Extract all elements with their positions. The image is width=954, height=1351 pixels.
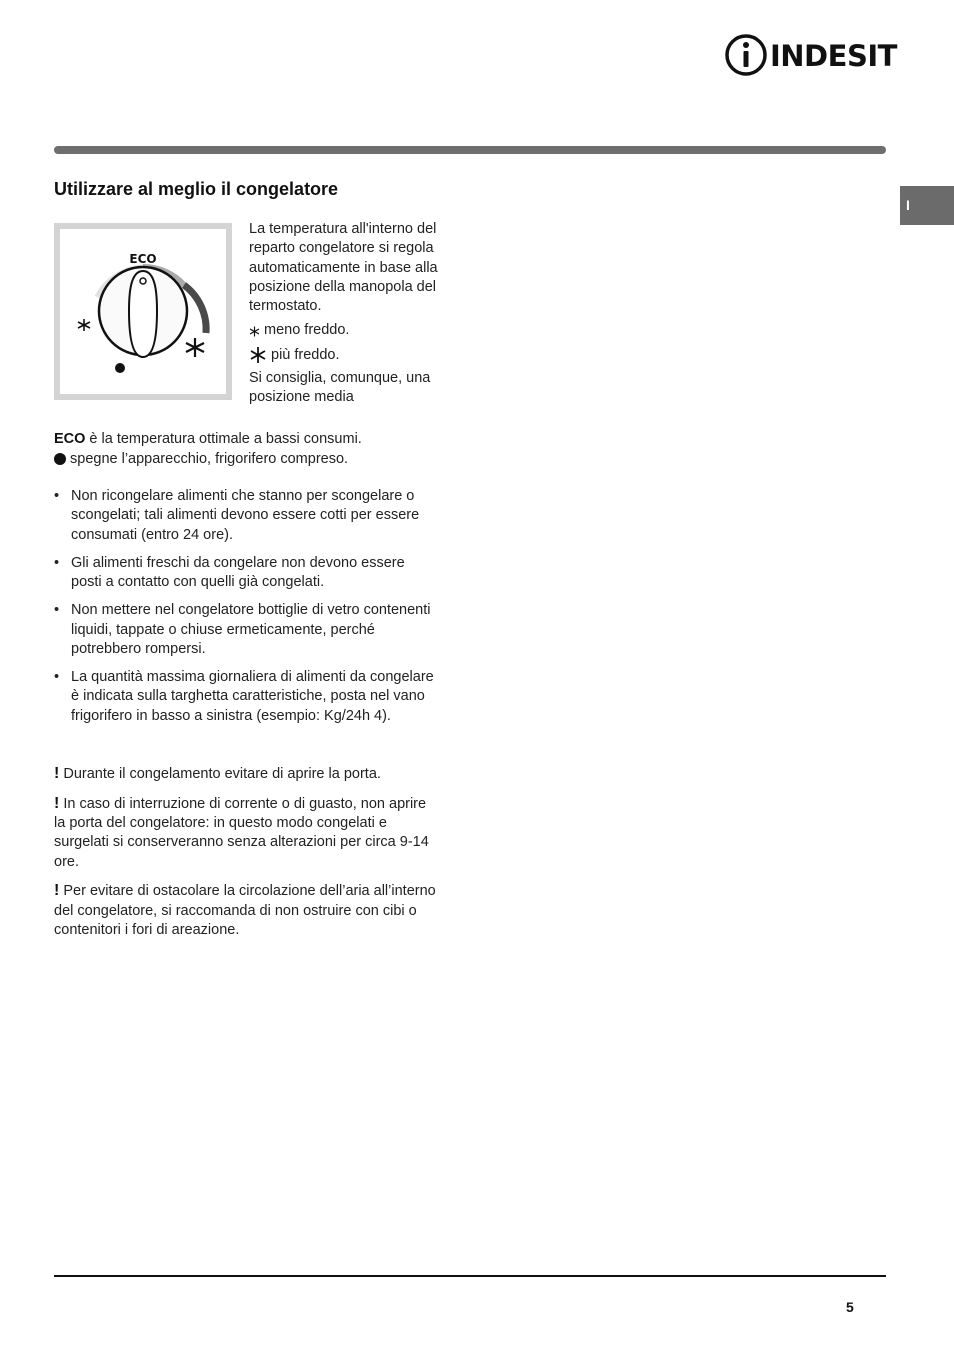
- eco-note: [54, 429, 434, 449]
- more-cold-line: [249, 346, 439, 365]
- warning-item: [54, 794, 436, 872]
- off-note-text: spegne l’apparecchio, frigorifero compreso.: [70, 451, 349, 467]
- intro-text-block: [249, 220, 439, 408]
- list-item: • La quantità massima giornaliera di alimenti da congelare è indicata sulla targhetta caratteristiche, posta nel vano frigorifero in basso a sinistra (esempio: Kg/24h 4).: [54, 668, 436, 726]
- thermostat-dial-illustration: [54, 223, 232, 400]
- freezer-tips-list: [54, 487, 436, 735]
- warning-mark: !: [54, 882, 60, 900]
- advice-text: Si consiglia, comunque, una posizione media: [249, 370, 431, 406]
- list-item: • Non mettere nel congelatore bottiglie di vetro contenenti liquidi, tappate o chiuse ermeticamente, perché potrebbero rompersi.: [54, 601, 436, 659]
- eco-note-text: è la temperatura ottimale a bassi consumi.: [89, 431, 362, 447]
- off-position-dot: [115, 363, 125, 373]
- warning-text: Per evitare di ostacolare la circolazione dell’aria all’interno del congelatore, si raccomanda di non ostruire con cibi o contenitori i fori di areazione.: [54, 883, 436, 939]
- less-cold-text: meno freddo.: [264, 322, 350, 339]
- off-dot-icon: [54, 453, 66, 465]
- warning-item: [54, 764, 436, 784]
- less-cold-line: [249, 321, 439, 340]
- indesit-i-icon: [724, 33, 768, 77]
- page-number: 5: [846, 1299, 854, 1315]
- warning-item: [54, 881, 436, 940]
- eco-label: ECO: [129, 252, 157, 266]
- list-item: • Non ricongelare alimenti che stanno per scongelare o scongelati; tali alimenti devono essere cotti per essere consumati (entro 24 ore).: [54, 487, 436, 545]
- language-tab: I: [900, 186, 954, 225]
- logo-wordmark: INDESIT: [770, 39, 897, 73]
- footer-rule: [54, 1275, 886, 1277]
- warnings-block: [54, 764, 436, 950]
- eco-notes: [54, 429, 434, 469]
- list-item: • Gli alimenti freschi da congelare non devono essere posti a contatto con quelli già congelati.: [54, 554, 436, 593]
- header-rule: [54, 146, 886, 154]
- warning-text: Durante il congelamento evitare di aprire la porta.: [63, 766, 381, 782]
- indesit-logo: [724, 33, 897, 79]
- snowflake-large-icon: [249, 346, 267, 364]
- warning-text: In caso di interruzione di corrente o di guasto, non aprire la porta del congelatore: in questo modo congelati e surgelati si conserveranno senza alterazioni per circa 9-14 ore.: [54, 795, 429, 870]
- section-title: Utilizzare al meglio il congelatore: [54, 179, 339, 199]
- warning-mark: !: [54, 765, 60, 782]
- intro-paragraph: La temperatura all'interno del reparto congelatore si regola automaticamente in base alla posizione della manopola del termostato.: [249, 221, 438, 315]
- warning-mark: !: [54, 794, 60, 812]
- eco-note-label: ECO: [54, 431, 86, 447]
- off-note: [54, 449, 434, 469]
- more-cold-text: più freddo.: [271, 346, 340, 363]
- snowflake-small-icon: [249, 326, 260, 337]
